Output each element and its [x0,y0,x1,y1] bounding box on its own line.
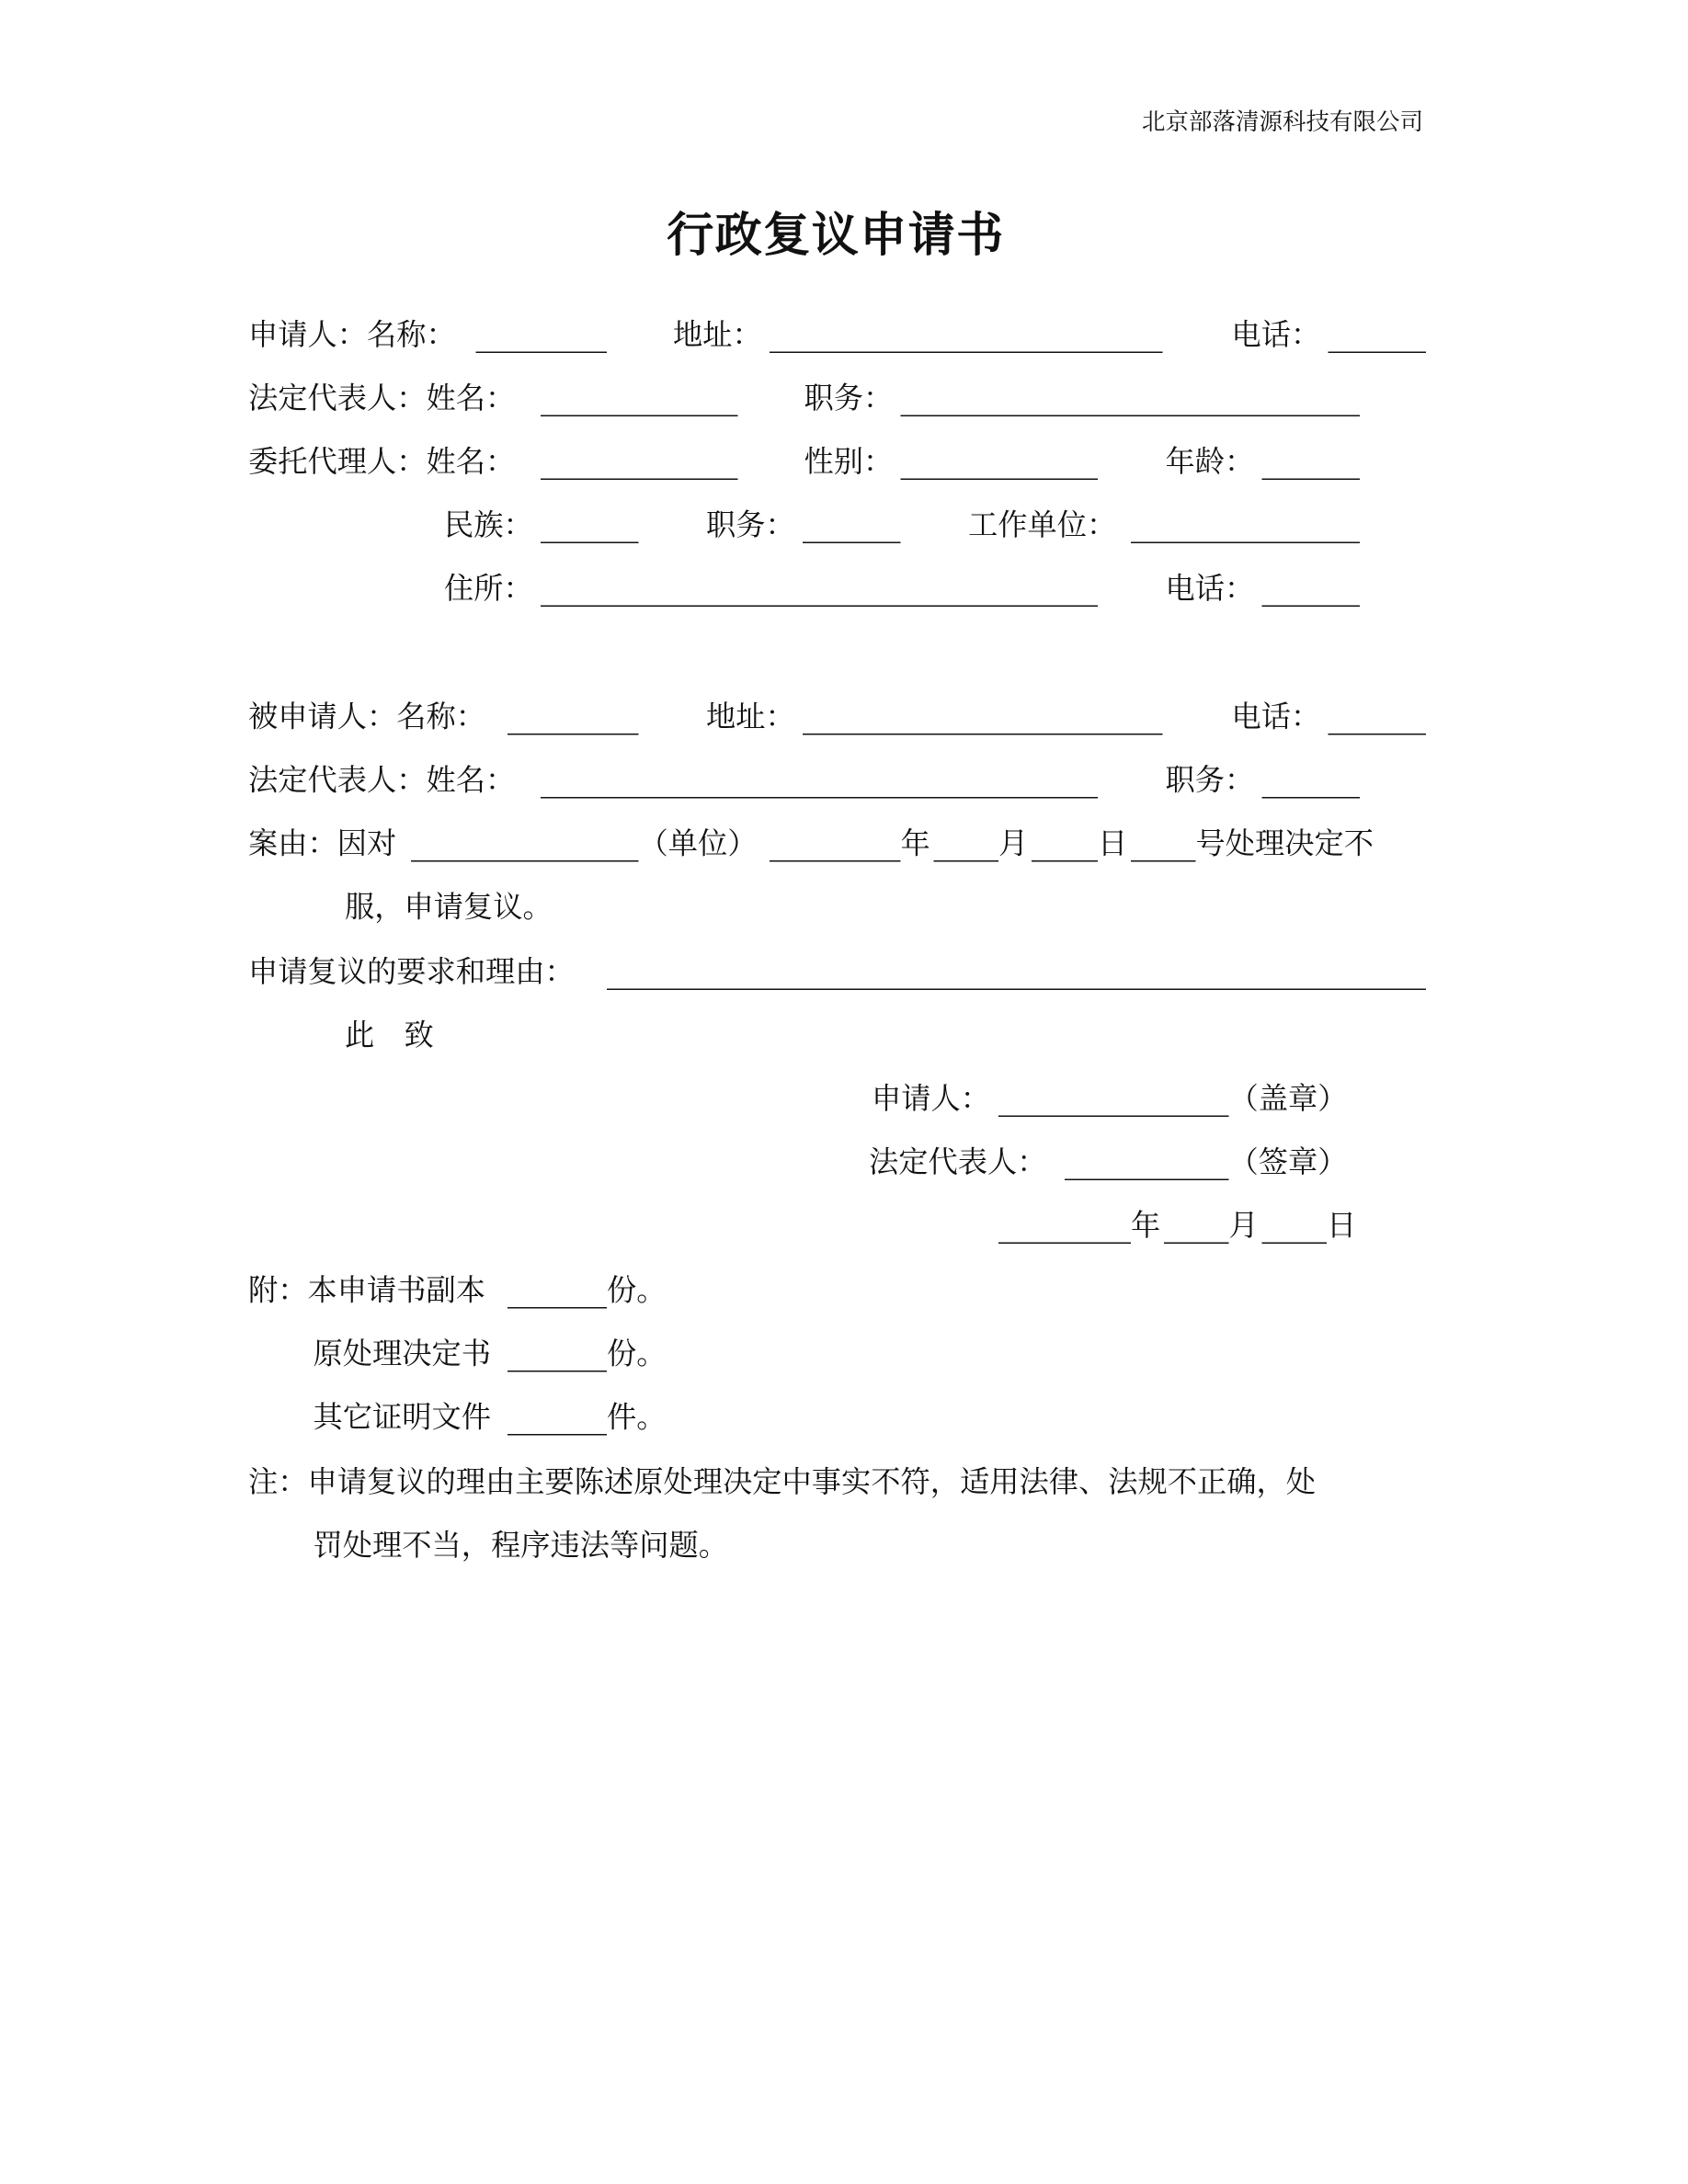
blank-field [770,320,1163,353]
blank-field [901,447,1099,480]
label: 职务： [804,381,894,416]
blank-field [508,702,639,735]
blank-field [1329,702,1427,735]
applicant-row [0,320,1688,356]
label: 案由：因对 [248,827,397,862]
blank-field [901,383,1361,416]
closing: 此 致 [345,1018,434,1053]
blank-field [1262,574,1361,607]
note-text: 罚处理不当，程序违法等问题。 [313,1529,729,1564]
label: 年 [1131,1209,1161,1244]
company-header: 北京部落清源科技有限公司 [1142,108,1423,137]
label: 份。 [607,1337,667,1372]
blank-field [607,957,1426,990]
label: （签章） [1228,1145,1348,1180]
label: 申请人：名称： [248,318,456,353]
label: （单位） [638,827,758,862]
signature-date-row [0,1211,1688,1246]
case-row [0,829,1688,865]
closing-row [0,1020,1688,1056]
label: 份。 [607,1274,667,1309]
blank-field [411,829,639,862]
label: 申请复议的要求和理由： [248,955,575,990]
label: 其它证明文件 [313,1401,492,1436]
label: 日 [1327,1209,1357,1244]
label: （盖章） [1228,1082,1348,1117]
blank-field [1164,1211,1229,1244]
blank-field [508,1276,607,1309]
label: 职务： [1165,764,1255,799]
request-row [0,957,1688,993]
blank-field [770,829,901,862]
label: 住所： [444,572,533,607]
label: 法定代表人： [869,1145,1047,1180]
label: 法定代表人：姓名： [248,764,516,799]
blank-field [803,510,901,543]
blank-field [998,1211,1131,1244]
attachment-other-row [0,1403,1688,1439]
agent-row [0,447,1688,483]
blank-field [541,766,1098,799]
blank-field [476,320,608,353]
label: 月 [998,827,1029,862]
agent-details-row [0,510,1688,546]
note-row-1 [0,1467,1688,1503]
label: 服，申请复议。 [345,891,553,926]
note-row-2 [0,1530,1688,1566]
applicant-legal-rep-row [0,383,1688,419]
attachment-decision-row [0,1339,1688,1375]
blank-field [508,1403,607,1436]
attachment-copies-row [0,1276,1688,1312]
blank-field [541,447,738,480]
label: 号处理决定不 [1195,827,1374,862]
label: 性别： [804,445,894,480]
label: 电话： [1231,318,1321,353]
respondent-row [0,702,1688,738]
agent-residence-row [0,574,1688,609]
signature-applicant-row [0,1084,1688,1120]
label: 申请人： [872,1082,991,1117]
label: 地址： [673,318,762,353]
label: 地址： [706,700,795,735]
label: 年龄： [1165,445,1255,480]
label: 年 [900,827,930,862]
blank-field [1131,510,1360,543]
blank-field [1065,1147,1229,1180]
label: 月 [1228,1209,1259,1244]
blank-field [803,702,1163,735]
blank-field [508,1339,607,1372]
label: 原处理决定书 [313,1337,492,1372]
blank-field [541,574,1098,607]
blank-field [998,1084,1229,1117]
label: 民族： [444,508,533,543]
blank-field [1262,766,1361,799]
blank-field [934,829,999,862]
label: 被申请人：名称： [248,700,486,735]
blank-field [1032,829,1098,862]
label: 法定代表人：姓名： [248,381,516,416]
label: 日 [1098,827,1128,862]
blank-field [541,383,738,416]
case-continuation-row [0,893,1688,928]
label: 委托代理人：姓名： [248,445,516,480]
blank-field [541,510,639,543]
label: 工作单位： [968,508,1117,543]
blank-field [1329,320,1427,353]
label: 电话： [1231,700,1321,735]
note-text: 注：申请复议的理由主要陈述原处理决定中事实不符，适用法律、法规不正确，处 [248,1465,1317,1500]
respondent-legal-rep-row [0,766,1688,802]
blank-field [1262,1211,1328,1244]
document-title: 行政复议申请书 [667,208,1005,264]
label: 电话： [1165,572,1255,607]
blank-field [1262,447,1361,480]
signature-legal-rep-row [0,1147,1688,1183]
label: 附：本申请书副本 [248,1274,486,1309]
label: 职务： [706,508,795,543]
label: 件。 [607,1401,667,1436]
blank-field [1131,829,1196,862]
